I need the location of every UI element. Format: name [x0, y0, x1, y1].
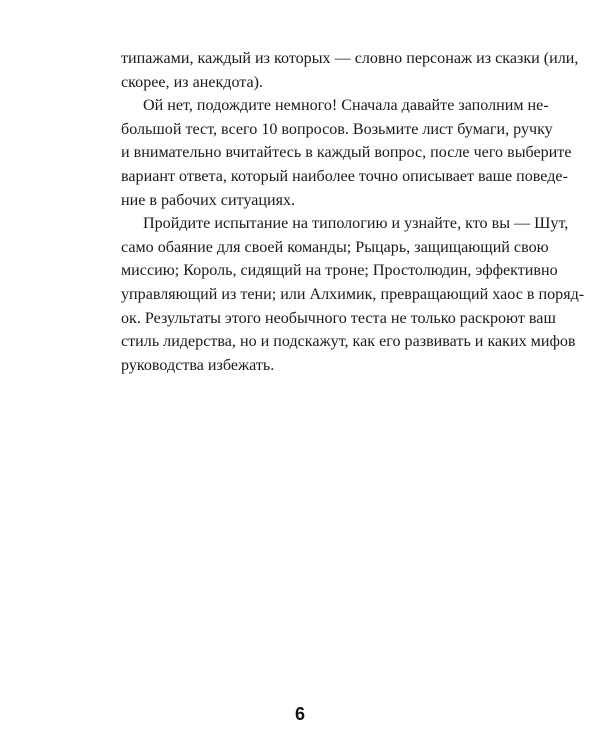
text-line: и внимательно вчитайтесь в каждый вопрос, после чего выберите: [121, 144, 572, 162]
text-line: большой тест, всего 10 вопросов. Возьмите лист бумаги, ручку: [121, 120, 553, 138]
text-line: скорее, из анекдота).: [121, 73, 264, 91]
text-line: Пройдите испытание на типологию и узнайте, кто вы — Шут,: [143, 215, 569, 233]
text-line: Ой нет, подождите немного! Сначала давайте заполним не-: [143, 97, 549, 115]
text-line: руководства избежать.: [121, 356, 275, 374]
text-line: миссию; Король, сидящий на троне; Простолюдин, эффективно: [121, 262, 558, 280]
text-line: ние в рабочих ситуациях.: [121, 191, 296, 209]
body-text: [121, 47, 585, 377]
text-line: ок. Результаты этого необычного теста не только раскроют ваш: [121, 309, 556, 327]
text-line: типажами, каждый из которых — словно персонаж из сказки (или,: [121, 50, 579, 67]
text-line: вариант ответа, который наиболее точно описывает ваше поведе-: [121, 167, 568, 185]
text-line: стиль лидерства, но и подскажут, как его развивать и каких мифов: [121, 333, 576, 351]
page-number: 6: [294, 704, 305, 724]
text-line: само обаяние для своей команды; Рыцарь, защищающий свою: [121, 238, 549, 256]
text-line: управляющий из тени; или Алхимик, превращающий хаос в поряд-: [121, 285, 585, 303]
